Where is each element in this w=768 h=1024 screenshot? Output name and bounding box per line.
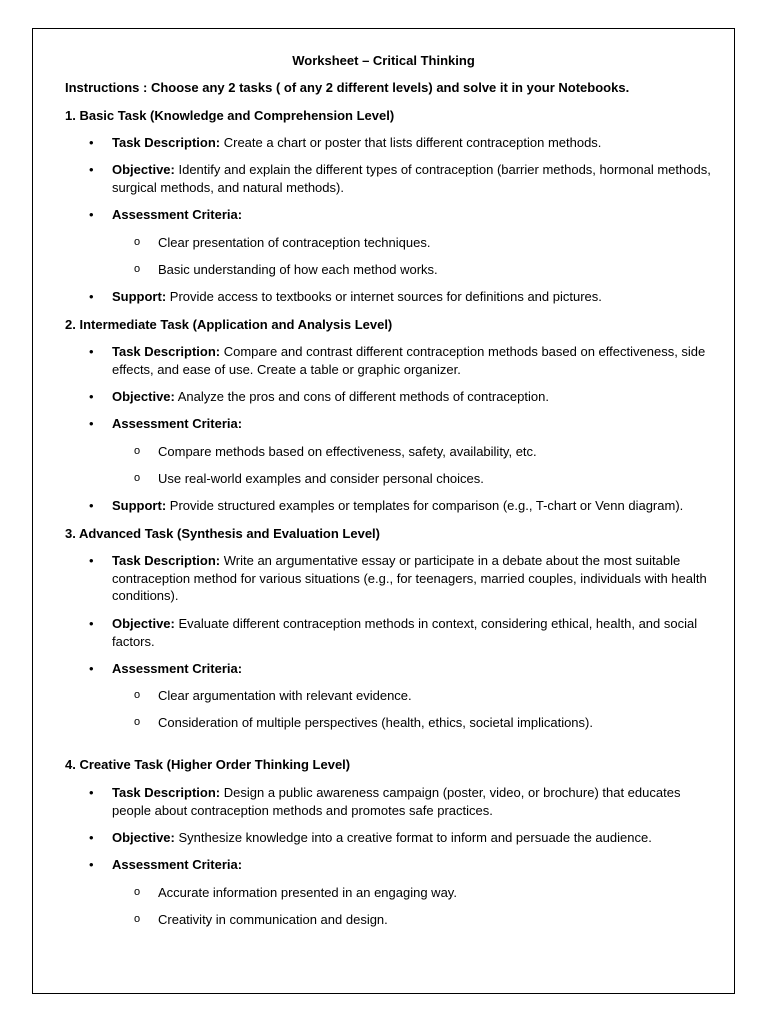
task-2-support: Support: Provide structured examples or templates for comparison (e.g., T-chart or Venn diagram).: [112, 498, 684, 513]
bullet-icon: •: [89, 857, 94, 872]
task-2-criterion: Use real-world examples and consider personal choices.: [158, 471, 484, 486]
task-3-heading: 3. Advanced Task (Synthesis and Evaluation Level): [65, 526, 380, 541]
task-2-heading: 2. Intermediate Task (Application and Analysis Level): [65, 317, 393, 332]
bullet-icon: •: [89, 344, 94, 359]
task-4-criterion: Creativity in communication and design.: [158, 912, 388, 927]
task-1-criterion: Basic understanding of how each method works.: [158, 262, 438, 277]
task-1-support: Support: Provide access to textbooks or internet sources for definitions and pictures.: [112, 289, 602, 304]
bullet-icon: •: [89, 162, 94, 177]
bullet-icon: •: [89, 289, 94, 304]
sub-bullet-icon: o: [134, 913, 141, 925]
task-2-objective: Objective: Analyze the pros and cons of different methods of contraception.: [112, 389, 549, 404]
bullet-icon: •: [89, 553, 94, 568]
task-2-assessment: Assessment Criteria:: [112, 416, 243, 431]
sub-bullet-icon: o: [134, 689, 141, 701]
task-4-objective: Objective: Synthesize knowledge into a creative format to inform and persuade the audience.: [112, 830, 652, 845]
worksheet-page: [32, 28, 735, 994]
sub-bullet-icon: o: [134, 263, 141, 275]
sub-bullet-icon: o: [134, 445, 141, 457]
task-2-description: Task Description: Compare and contrast different contraception methods based on effectiveness, side effects, and ease of use. Create a table or graphic organizer.: [112, 344, 706, 377]
task-4-description: Task Description: Design a public awareness campaign (poster, video, or brochure) that educates people about contraception methods and promotes safe practices.: [112, 785, 681, 818]
task-3-description: Task Description: Write an argumentative essay or participate in a debate about the most suitable contraception method for various situations (e.g., for teenagers, married couples, individuals with health conditions).: [112, 553, 707, 603]
bullet-icon: •: [89, 498, 94, 513]
task-1-objective: Objective: Identify and explain the different types of contraception (barrier methods, hormonal methods, surgical methods, and natural methods).: [112, 162, 711, 195]
task-3-objective: Objective: Evaluate different contraception methods in context, considering ethical, health, and social factors.: [112, 616, 698, 649]
task-1-description: Task Description: Create a chart or poster that lists different contraception methods.: [112, 135, 602, 150]
task-3-assessment: Assessment Criteria:: [112, 661, 243, 676]
bullet-icon: •: [89, 207, 94, 222]
bullet-icon: •: [89, 135, 94, 150]
sub-bullet-icon: o: [134, 236, 141, 248]
instructions: Instructions : Choose any 2 tasks ( of any 2 different levels) and solve it in your Notebooks.: [65, 80, 630, 95]
bullet-icon: •: [89, 661, 94, 676]
sub-bullet-icon: o: [134, 886, 141, 898]
bullet-icon: •: [89, 785, 94, 800]
task-3-criterion: Consideration of multiple perspectives (health, ethics, societal implications).: [158, 715, 593, 730]
sub-bullet-icon: o: [134, 472, 141, 484]
task-2-criterion: Compare methods based on effectiveness, safety, availability, etc.: [158, 444, 537, 459]
bullet-icon: •: [89, 830, 94, 845]
task-4-assessment: Assessment Criteria:: [112, 857, 243, 872]
task-1-assessment: Assessment Criteria:: [112, 207, 243, 222]
bullet-icon: •: [89, 616, 94, 631]
task-4-heading: 4. Creative Task (Higher Order Thinking Level): [65, 757, 351, 772]
task-1-criterion: Clear presentation of contraception techniques.: [158, 235, 431, 250]
task-1-heading: 1. Basic Task (Knowledge and Comprehension Level): [65, 108, 395, 123]
bullet-icon: •: [89, 389, 94, 404]
bullet-icon: •: [89, 416, 94, 431]
task-4-criterion: Accurate information presented in an engaging way.: [158, 885, 457, 900]
sub-bullet-icon: o: [134, 716, 141, 728]
page-title: Worksheet – Critical Thinking: [292, 53, 475, 68]
task-3-criterion: Clear argumentation with relevant evidence.: [158, 688, 412, 703]
